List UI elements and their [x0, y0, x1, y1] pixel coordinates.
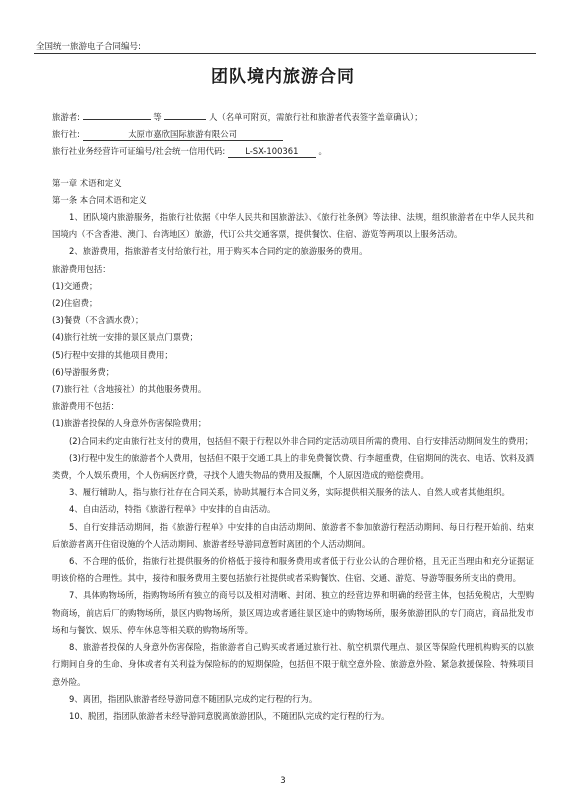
fee-exclusion: (1)旅游者投保的人身意外伤害保险费用； — [52, 418, 207, 429]
fee-item: (7)旅行社（含地接社）的其他服务费用。 — [52, 384, 207, 395]
term-8: 8、旅游者投保的人身意外伤害保险，指旅游者自己购买或者通过旅行社、航空机票代理点、景区等保险代理机构购买的以旅行期间自身的生命、身体或者有关利益为保险标的的短期保险，包括但不限于航空意外险、旅游意外险、紧急救援保险、特殊项目意外险。 — [52, 642, 534, 687]
term-6: 6、不合理的低价，指旅行社提供服务的价格低于接待和服务费用或者低于行业公认的合理价格，且无正当理由和充分证据证明该价格的合理性。其中，接待和服务费用主要包括旅行社提供或者采购餐饮、住宿、交通、游览、导游等服务所支出的费用。 — [52, 556, 534, 584]
fee-item: (5)行程中安排的其他项目费用； — [52, 349, 173, 360]
term-5: 5、自行安排活动期间，指《旅游行程单》中安排的自由活动期间、旅游者不参加旅游行程活动期间、每日行程开始前、结束后旅游者离开住宿设施的个人活动期间、旅游者经导游同意暂时离团的个人活动期间。 — [52, 521, 534, 549]
contract-number-label: 全国统一旅游电子合同编号: — [36, 42, 141, 52]
traveler-name-field — [83, 119, 151, 120]
license-line — [52, 143, 534, 160]
header-divider — [34, 53, 536, 54]
term-1: 1、团队境内旅游服务，指旅行社依据《中华人民共和国旅游法》、《旅行社条例》等法律、法规，组织旅游者在中华人民共和国境内（不含香港、澳门、台湾地区）旅游，代订公共交通客票，提供餐饮、住宿、游览等两项以上服务活动。 — [52, 212, 534, 240]
page-number: 3 — [280, 776, 286, 786]
traveler-middle: 等 — [153, 112, 162, 122]
fee-excludes-heading: 旅游费用不包括： — [52, 401, 119, 412]
traveler-label: 旅游者: — [52, 112, 80, 122]
fee-exclusion: (2)合同未约定由旅行社支付的费用，包括但不限于行程以外非合同约定活动项目所需的费用、自行安排活动期间发生的费用； — [69, 435, 534, 446]
fee-item: (4)旅行社统一安排的景区景点门票费； — [52, 332, 198, 343]
term-7: 7、具体购物场所，指购物场所有独立的商号以及相对清晰、封闭、独立的经营边界和明确的经营主体，包括免税店，大型购物商场，前店后厂的购物场所，景区内购物场所，景区周边或者通往景区途中的购物场所，服务旅游团队的专门商店，商品批发市场和与餐饮、娱乐、停车休息等相关联的购物场所等。 — [52, 590, 534, 635]
agency-name-field: 太原市嘉欣国际旅游有限公司 — [83, 128, 283, 141]
chapter-heading: 第一章 术语和定义 — [52, 177, 122, 188]
article-heading: 第一条 本合同术语和定义 — [52, 194, 147, 205]
term-4: 4、自由活动，特指《旅游行程单》中安排的自由活动。 — [69, 504, 276, 515]
page-title: 团队境内旅游合同 — [211, 67, 355, 87]
fee-includes-heading: 旅游费用包括： — [52, 263, 111, 274]
traveler-line — [52, 109, 534, 126]
license-end: 。 — [318, 146, 327, 157]
agency-label: 旅行社: — [52, 129, 80, 140]
fee-item: (2)住宿费； — [52, 298, 98, 309]
term-2: 2、旅游费用，指旅游者支付给旅行社，用于购买本合同约定的旅游服务的费用。 — [69, 246, 368, 257]
license-label: 旅行社业务经营许可证编号/社会统一信用代码: — [52, 146, 226, 157]
fee-item: (1)交通费； — [52, 280, 98, 291]
fee-item: (6)导游服务费； — [52, 366, 115, 377]
agency-line — [52, 126, 534, 143]
term-10: 10、脱团，指团队旅游者未经导游同意脱离旅游团队，不随团队完成约定行程的行为。 — [69, 710, 390, 721]
contract-body — [52, 109, 534, 725]
fee-item: (3)餐费（不含酒水费）； — [52, 315, 144, 326]
traveler-count-field — [164, 119, 206, 120]
traveler-note: 人（名单可附页，需旅行社和旅游者代表签字盖章确认）； — [209, 112, 423, 122]
term-9: 9、离团，指团队旅游者经导游同意不随团队完成约定行程的行为。 — [69, 693, 318, 704]
term-3: 3、履行辅助人，指与旅行社存在合同关系，协助其履行本合同义务，实际提供相关服务的法人、自然人或者其他组织。 — [69, 487, 510, 498]
fee-exclusion: (3)行程中发生的旅游者个人费用，包括但不限于交通工具上的非免费餐饮费、行李超重费，住宿期间的洗衣、电话、饮料及酒类费，个人娱乐费用，个人伤病医疗费，寻找个人遗失物品的费用及报酬，个人原因造成的赔偿费用。 — [52, 452, 534, 481]
license-code-field: L-SX-100361 — [228, 145, 316, 158]
